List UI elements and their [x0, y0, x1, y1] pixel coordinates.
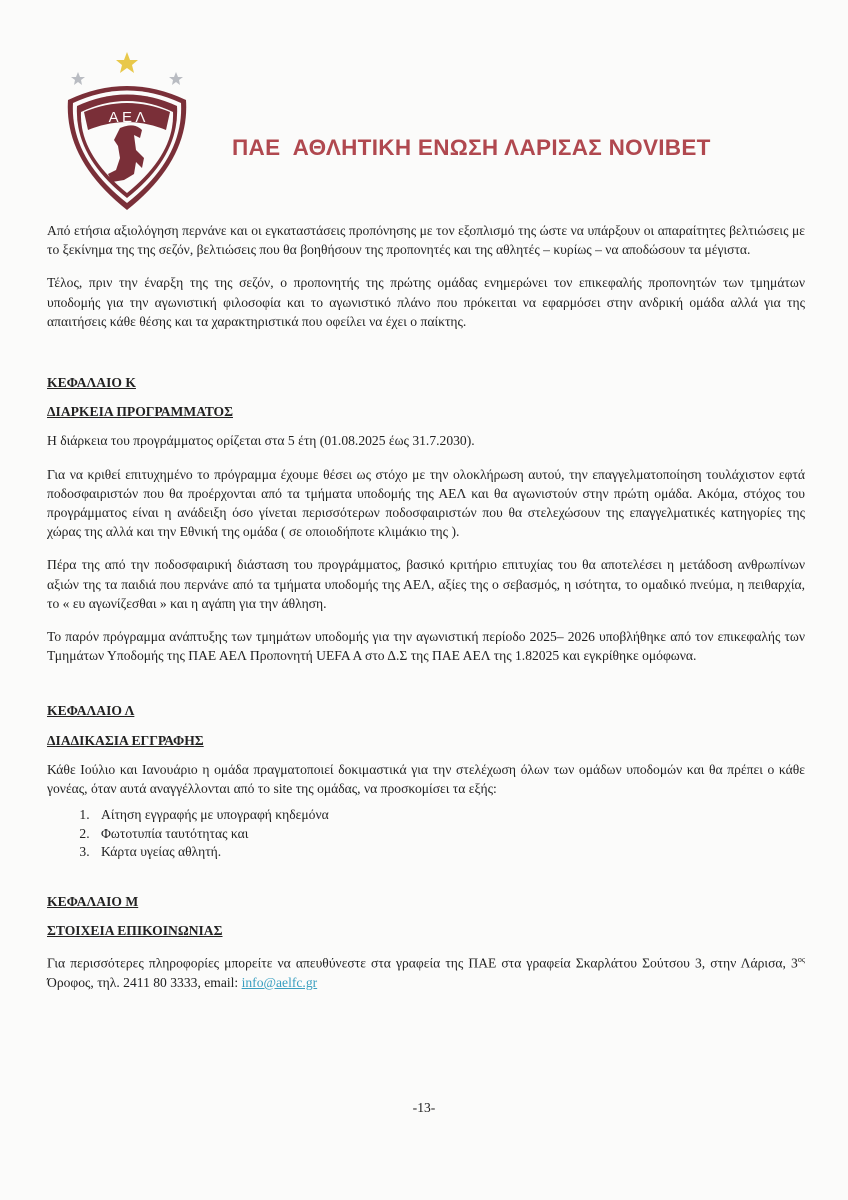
chapter-k-paragraph-1: Η διάρκεια του προγράμματος ορίζεται στα 5 έτη (01.08.2025 έως 31.7.2030). [47, 433, 475, 449]
floor-superscript: ος [797, 955, 805, 965]
chapter-k-subheading: ΔΙΑΡΚΕΙΑ ΠΡΟΓΡΑΜΜΑΤΟΣ [47, 404, 233, 420]
chapter-k-paragraph-3: Πέρα της από την ποδοσφαιρική διάσταση του προγράμματος, βασικό κριτήριο επιτυχίας του θα αποτελέσει η μετάδοση ανθρωπίνων αξιών της τα παιδιά που περνάνε από τα τμήματα υποδομής της ΑΕΛ, αξίες της ο σεβασμός, η ισότητα, το ομαδικό πνεύμα, η πειθαρχία, το « ευ αγωνίζεσθαι » και η αγάπη για την άθληση. [47, 557, 805, 611]
list-item: 3. Κάρτα υγείας αθλητή. [93, 843, 805, 862]
list-item: 1. Αίτηση εγγραφής με υπογραφή κηδεμόνα [93, 806, 805, 825]
chapter-m-subheading: ΣΤΟΙΧΕΙΑ ΕΠΙΚΟΙΝΩΝΙΑΣ [47, 922, 223, 938]
chapter-l-paragraph-1: Κάθε Ιούλιο και Ιανουάριο η ομάδα πραγματοποιεί δοκιμαστικά για την στελέχωση όλων των ομάδων υποδομών και θα πρέπει ο κάθε γονέας, όταν αυτά αναγγέλλονται από το site της ομάδας, να προσκομίσει τα εξής: [47, 761, 805, 797]
ael-logo [62, 50, 192, 215]
header-title: ΠΑΕ ΑΘΛΗΤΙΚΗ ΕΝΩΣΗ ΛΑΡΙΣΑΣ NOVIBET [232, 135, 711, 160]
requirements-list [47, 806, 805, 862]
intro-paragraph-2: Τέλος, πριν την έναρξη της της σεζόν, ο προπονητής της πρώτης ομάδας ενημερώνει τον επικεφαλής προπονητών των τμημάτων υποδομής για την αγωνιστική φιλοσοφία και το αγωνιστικό πλάνο που πρόκειται να εφαρμόσει στην ανδρική ομάδα αλλά για της απαιτήσεις κάθε θέσης και τα χαρακτηριστικά που οφείλει να έχει ο παίκτης. [47, 275, 805, 329]
chapter-k-paragraph-2: Για να κριθεί επιτυχημένο το πρόγραμμα έχουμε θέσει ως στόχο με την ολοκλήρωση αυτού, την επαγγελματοποίηση τουλάχιστον εφτά ποδοσφαιριστών που θα προέρχονται από τα τμήματα υποδομής της ΑΕΛ και θα αγωνιστούν στην πρώτη ομάδα. Ακόμα, στόχος του προγράμματος είναι η ανάδειξη όσο γίνεται περισσότερων ποδοσφαιριστών που θα στελεχώσουν της επαγγελματικές κατηγορίες της χώρας της αλλά και την Εθνική της ομάδα ( σε οποιοδήποτε κλιμάκιο της ). [47, 466, 805, 540]
chapter-k-heading: ΚΕΦΑΛΑΙΟ Κ [47, 375, 136, 391]
email-link[interactable]: info@aelfc.gr [241, 974, 318, 990]
star-icon [116, 52, 138, 73]
contact-text-1: Για περισσότερες πληροφορίες μπορείτε να απευθύνεστε στα γραφεία της ΠΑΕ στα γραφεία Σκαρλάτου Σούτσου 3, στην Λάρισα, 3 [47, 955, 798, 971]
intro-paragraph-1: Από ετήσια αξιολόγηση περνάνε και οι εγκαταστάσεις προπόνησης με τον εξοπλισμό της ώστε να υπάρξουν οι απαραίτητες βελτιώσεις με το ξεκίνημα της της σεζόν, βελτιώσεις που θα βοηθήσουν της προπονητές και της αθλητές – κυρίως – να αποδώσουν τα μέγιστα. [47, 223, 805, 258]
contact-text-2: Όροφος, τηλ. 2411 80 3333, email: [47, 974, 242, 990]
chapter-l-subheading: ΔΙΑΔΙΚΑΣΙΑ ΕΓΓΡΑΦΗΣ [47, 732, 204, 748]
chapter-k-paragraph-4: Το παρόν πρόγραμμα ανάπτυξης των τμημάτων υποδομής για την αγωνιστική περίοδο 2025– 2026 υποβλήθηκε από τον επικεφαλής των Τμημάτων Υποδομής της ΠΑΕ ΑΕΛ Προπονητή UEFA A στο Δ.Σ της ΠΑΕ ΑΕΛ της 1.82025 και εγκρίθηκε ομόφωνα. [47, 629, 805, 664]
star-icon [169, 72, 183, 85]
logo-text: Α Ε Λ [108, 109, 146, 126]
contact-paragraph [47, 950, 805, 992]
star-icon [71, 72, 85, 85]
document-body [47, 221, 805, 992]
page-number: -13- [412, 1100, 436, 1115]
list-item: 2. Φωτοτυπία ταυτότητας και [93, 825, 805, 844]
chapter-l-heading: ΚΕΦΑΛΑΙΟ Λ [47, 703, 135, 719]
chapter-m-heading: ΚΕΦΑΛΑΙΟ Μ [47, 893, 139, 909]
